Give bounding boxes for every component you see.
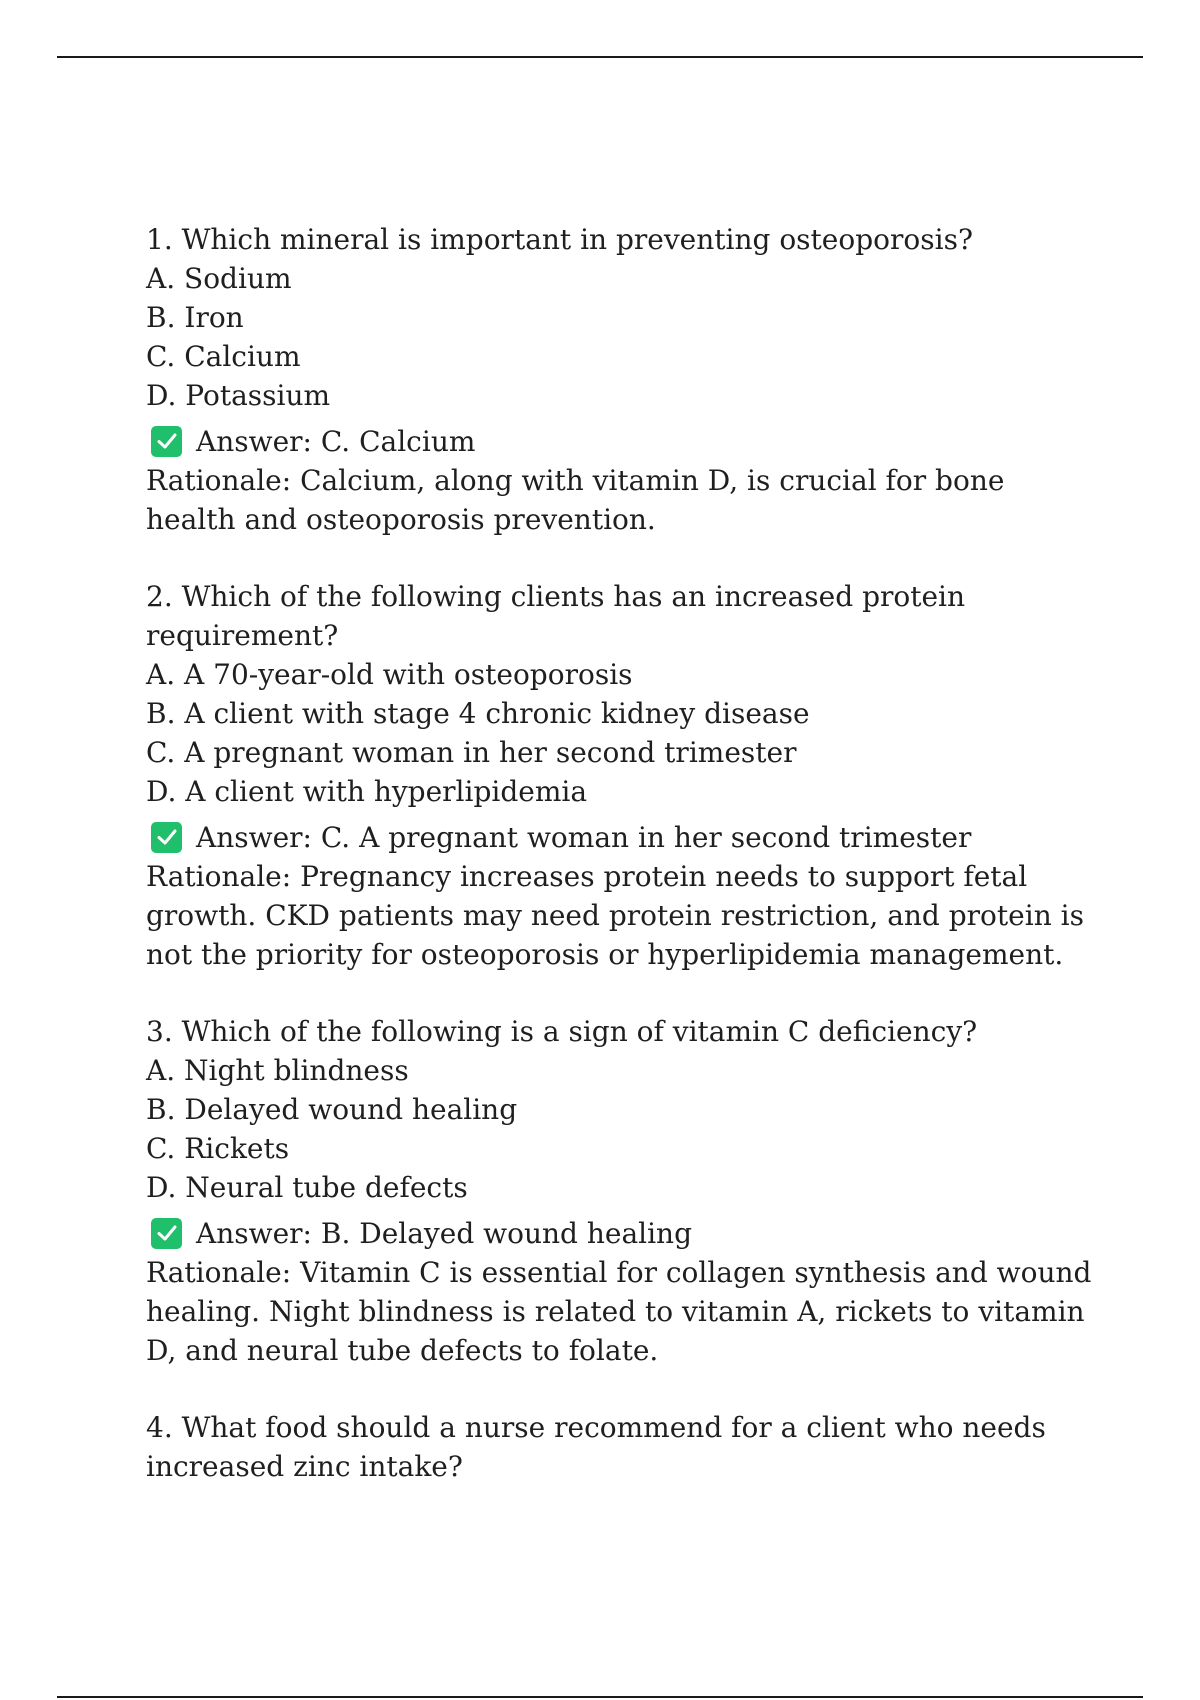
option-a: A. Sodium <box>146 262 292 295</box>
answer-line <box>146 817 1096 857</box>
option-d: D. Neural tube defects <box>146 1171 468 1204</box>
rationale-text: Rationale: Calcium, along with vitamin D, is crucial for bone health and osteoporosis prevention. <box>146 464 1005 536</box>
option-a: A. Night blindness <box>146 1054 409 1087</box>
question-block-1 <box>146 220 1096 539</box>
rationale-text: Rationale: Vitamin C is essential for collagen synthesis and wound healing. Night blindness is related to vitamin A, rickets to vitamin D, and neural tube defects to folate. <box>146 1256 1092 1367</box>
question-block-4 <box>146 1408 1096 1486</box>
top-rule <box>57 56 1143 58</box>
answer-text: Answer: B. Delayed wound healing <box>196 1216 693 1250</box>
question-block-2 <box>146 577 1096 974</box>
question-text: 2. Which of the following clients has an increased protein requirement? <box>146 580 966 652</box>
question-block-3 <box>146 1012 1096 1370</box>
option-c: C. Calcium <box>146 340 301 373</box>
answer-line <box>146 421 1096 461</box>
answer-line <box>146 1213 1096 1253</box>
option-d: D. Potassium <box>146 379 331 412</box>
option-b: B. A client with stage 4 chronic kidney disease <box>146 697 810 730</box>
bottom-rule <box>57 1696 1143 1698</box>
option-b: B. Iron <box>146 301 244 334</box>
answer-text: Answer: C. A pregnant woman in her second trimester <box>196 820 972 854</box>
option-b: B. Delayed wound healing <box>146 1093 518 1126</box>
option-a: A. A 70-year-old with osteoporosis <box>146 658 633 691</box>
question-text: 4. What food should a nurse recommend for a client who needs increased zinc intake? <box>146 1411 1046 1483</box>
option-d: D. A client with hyperlipidemia <box>146 775 588 808</box>
rationale-text: Rationale: Pregnancy increases protein needs to support fetal growth. CKD patients may need protein restriction, and protein is not the priority for osteoporosis or hyperlipidemia management. <box>146 860 1084 971</box>
check-mark-icon <box>151 822 182 853</box>
quiz-content <box>146 220 1096 1524</box>
question-text: 1. Which mineral is important in preventing osteoporosis? <box>146 223 973 256</box>
answer-text: Answer: C. Calcium <box>196 424 476 458</box>
option-c: C. A pregnant woman in her second trimester <box>146 736 797 769</box>
check-mark-icon <box>151 426 182 457</box>
check-mark-icon <box>151 1218 182 1249</box>
option-c: C. Rickets <box>146 1132 290 1165</box>
question-text: 3. Which of the following is a sign of vitamin C deficiency? <box>146 1015 978 1048</box>
